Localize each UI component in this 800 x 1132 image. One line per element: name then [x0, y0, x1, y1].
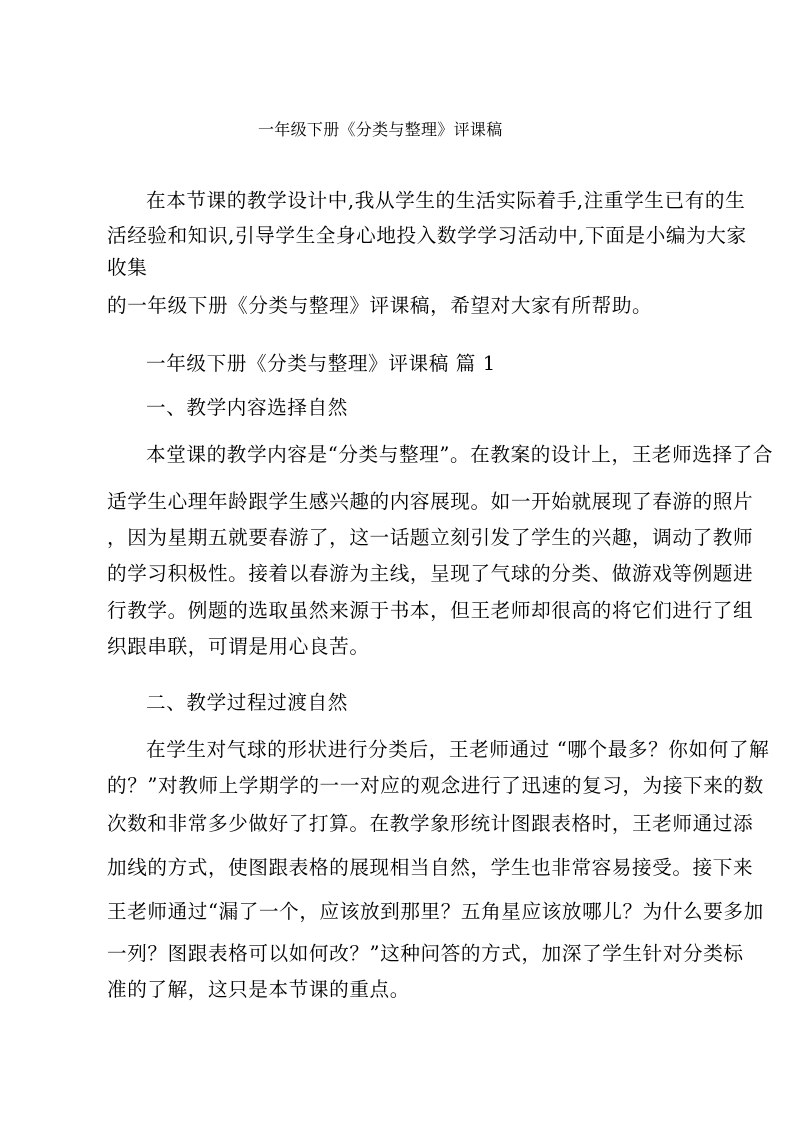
paragraph-line: 的？”对教师上学期学的一一对应的观念进行了迅速的复习，为接下来的数	[107, 774, 764, 797]
paragraph-line: 王老师通过“漏了一个，应该放到那里？五角星应该放哪儿？为什么要多加	[107, 900, 764, 923]
paragraph-line: 的学习积极性。接着以春游为主线，呈现了气球的分类、做游戏等例题进	[107, 562, 754, 585]
intro-line: 在本节课的教学设计中,我从学生的生活实际着手,注重学生已有的生	[146, 189, 746, 212]
paragraph-line: 适学生心理年龄跟学生感兴趣的内容展现。如一开始就展现了春游的照片	[107, 490, 754, 513]
paragraph-line: 本堂课的教学内容是“分类与整理”。在教案的设计上，王老师选择了合	[146, 443, 774, 466]
paragraph-line: 在学生对气球的形状进行分类后，王老师通过 “哪个最多？你如何了解	[146, 738, 770, 761]
intro-line: 收集	[107, 256, 148, 279]
article-heading: 一年级下册《分类与整理》评课稿 篇 1	[146, 352, 496, 375]
paragraph-line: ，因为星期五就要春游了，这一话题立刻引发了学生的兴趣，调动了教师	[107, 526, 754, 549]
paragraph-line: 次数和非常多少做好了打算。在教学象形统计图跟表格时，王老师通过添	[107, 812, 754, 835]
section-heading-1: 一、教学内容选择自然	[146, 396, 348, 419]
paragraph-line: 一列？图跟表格可以如何改？”这种问答的方式，加深了学生针对分类标	[107, 942, 744, 965]
paragraph-line: 织跟串联，可谓是用心良苦。	[107, 635, 370, 658]
intro-line: 活经验和知识,引导学生全身心地投入数学学习活动中,下面是小编为大家	[107, 224, 747, 247]
paragraph-line: 加线的方式，使图跟表格的展现相当自然，学生也非常容易接受。接下来	[107, 856, 754, 879]
document-title: 一年级下册《分类与整理》评课稿	[258, 120, 503, 139]
paragraph-line: 准的了解，这只是本节课的重点。	[107, 978, 410, 1001]
section-heading-2: 二、教学过程过渡自然	[146, 691, 348, 714]
intro-line: 的一年级下册《分类与整理》评课稿，希望对大家有所帮助。	[107, 294, 653, 317]
paragraph-line: 行教学。例题的选取虽然来源于书本，但王老师却很高的将它们进行了组	[107, 599, 754, 622]
